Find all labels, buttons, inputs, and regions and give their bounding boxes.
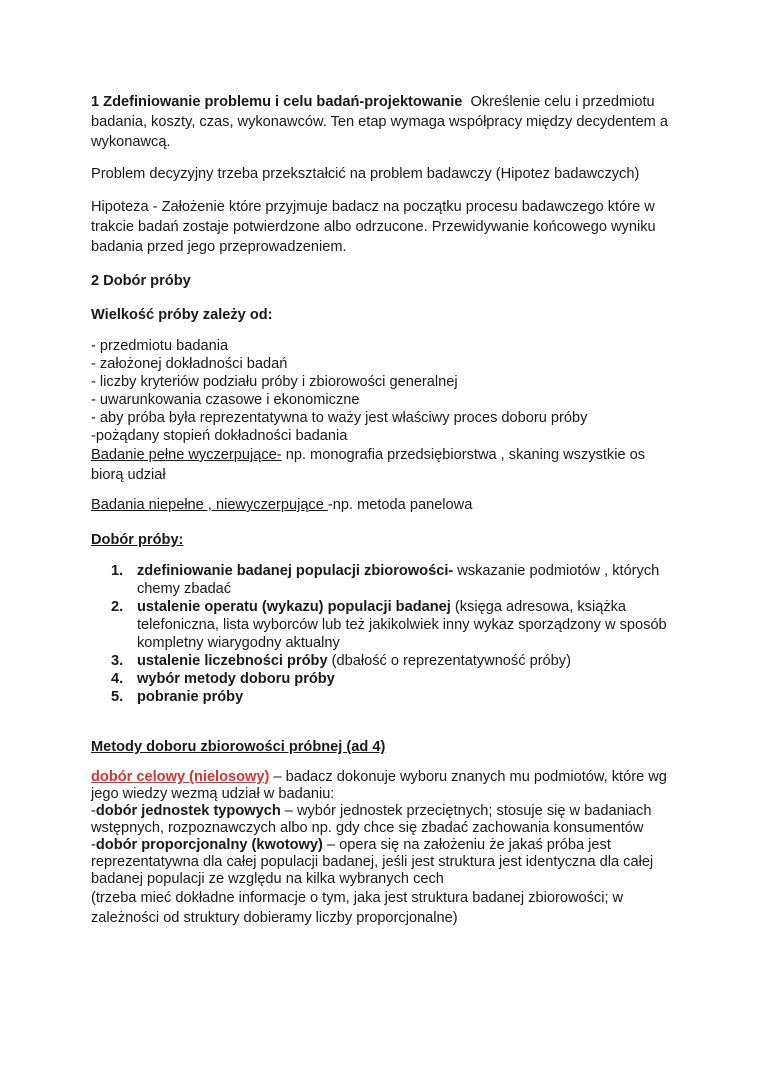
problem-text: Problem decyzyjny trzeba przekształcić na problem badawczy (Hipotez badawczych) <box>91 166 640 182</box>
typical-prefix: - <box>91 803 96 819</box>
selection-heading: Dobór próby: <box>91 532 184 548</box>
quota-text: – opera się na założeniu że jakaś próba jest reprezentatywna dla całej populacji badanej, jeśli jest struktura jest identyczna dla całej badanej populacji ze względu na kilka wybranych cech <box>91 837 654 887</box>
methods-note: (trzeba mieć dokładne informacje o tym, jaka jest struktura badanej zbiorowości; w zależności od struktury dobieramy liczby proporcjonalne) <box>91 890 624 926</box>
hypothesis-paragraph <box>91 197 671 257</box>
section1-text: Określenie celu i przedmiotu badania, koszty, czas, wykonawców. Ten etap wymaga współpracy między decydentem a wykonawcą. <box>91 94 669 150</box>
section1-heading: 1 Zdefiniowanie problemu i celu badań-projektowanie <box>91 94 463 110</box>
factor-item: - założonej dokładności badań <box>91 356 288 372</box>
partial-study-paragraph <box>91 495 671 515</box>
step-number: 2. <box>111 599 124 615</box>
factors-list <box>91 337 671 485</box>
step-item <box>91 688 671 706</box>
factor-item: - przedmiotu badania <box>91 338 229 354</box>
selection-steps <box>91 562 671 706</box>
sample-size-heading: Wielkość próby zależy od: <box>91 307 273 323</box>
full-study-label: Badanie pełne wyczerpujące- <box>91 447 282 463</box>
methods-heading-block <box>91 737 671 757</box>
step-item <box>91 598 671 652</box>
section2-heading-block <box>91 271 671 291</box>
step-title: zdefiniowanie badanej populacji zbiorowości- <box>137 563 454 579</box>
step-number: 3. <box>111 653 124 669</box>
step-number: 1. <box>111 563 124 579</box>
purposive-text: – badacz dokonuje wyboru znanych mu podmiotów, które wg jego wiedzy wezmą udział w badaniu: <box>91 769 667 802</box>
full-study-text: np. monografia przedsiębiorstwa , skaning wszystkie os biorą udział <box>91 447 646 483</box>
selection-heading-block <box>91 530 671 550</box>
step-title: ustalenie operatu (wykazu) populacji badanej <box>137 599 451 615</box>
step-number: 4. <box>111 671 124 687</box>
factor-item: -pożądany stopień dokładności badania <box>91 428 348 444</box>
step-title: ustalenie liczebności próby <box>137 653 328 669</box>
section2-heading: 2 Dobór próby <box>91 273 191 289</box>
section1-intro <box>91 92 671 152</box>
step-detail: wskazanie podmiotów , których chemy zbadać <box>137 563 660 597</box>
hypothesis-text: Hipoteza - Założenie które przyjmuje badacz na początku procesu badawczego które w trakcie badań zostaje potwierdzone albo odrzucone. Przewidywanie końcowego wyniku badania przed jego przeprowadzeniem. <box>91 199 656 255</box>
step-item <box>91 670 671 688</box>
quota-prefix: - <box>91 837 96 853</box>
step-title: pobranie próby <box>137 689 244 705</box>
step-detail: (księga adresowa, książka telefoniczna, lista wyborców lub też jakikolwiek inny wykaz sporządzony w sposób kompletny wiarygodny aktualny <box>137 599 667 651</box>
quota-label: dobór proporcjonalny (kwotowy) <box>95 837 323 853</box>
step-number: 5. <box>111 689 124 705</box>
partial-study-text: -np. metoda panelowa <box>327 497 473 513</box>
sample-size-heading-block <box>91 305 671 325</box>
typical-text: – wybór jednostek przeciętnych; stosuje się w badaniach wstępnych, rozpoznawczych albo np. gdy chce się zbadać zachowania konsumentów <box>91 803 652 836</box>
methods-heading: Metody doboru zbiorowości próbnej (ad 4) <box>91 739 386 755</box>
factor-item: - uwarunkowania czasowe i ekonomiczne <box>91 392 360 408</box>
step-item <box>91 652 671 670</box>
step-item <box>91 562 671 598</box>
step-title: wybór metody doboru próby <box>137 671 335 687</box>
methods-body <box>91 769 671 928</box>
factor-item: - aby próba była reprezentatywna to waży jest właściwy proces doboru próby <box>91 410 588 426</box>
problem-paragraph <box>91 164 671 184</box>
factor-item: - liczby kryteriów podziału próby i zbiorowości generalnej <box>91 374 458 390</box>
step-detail: (dbałość o reprezentatywność próby) <box>327 653 571 669</box>
purposive-label: dobór celowy (nielosowy) <box>91 769 270 785</box>
typical-label: dobór jednostek typowych <box>95 803 281 819</box>
partial-study-label: Badania niepełne , niewyczerpujące <box>91 497 328 513</box>
